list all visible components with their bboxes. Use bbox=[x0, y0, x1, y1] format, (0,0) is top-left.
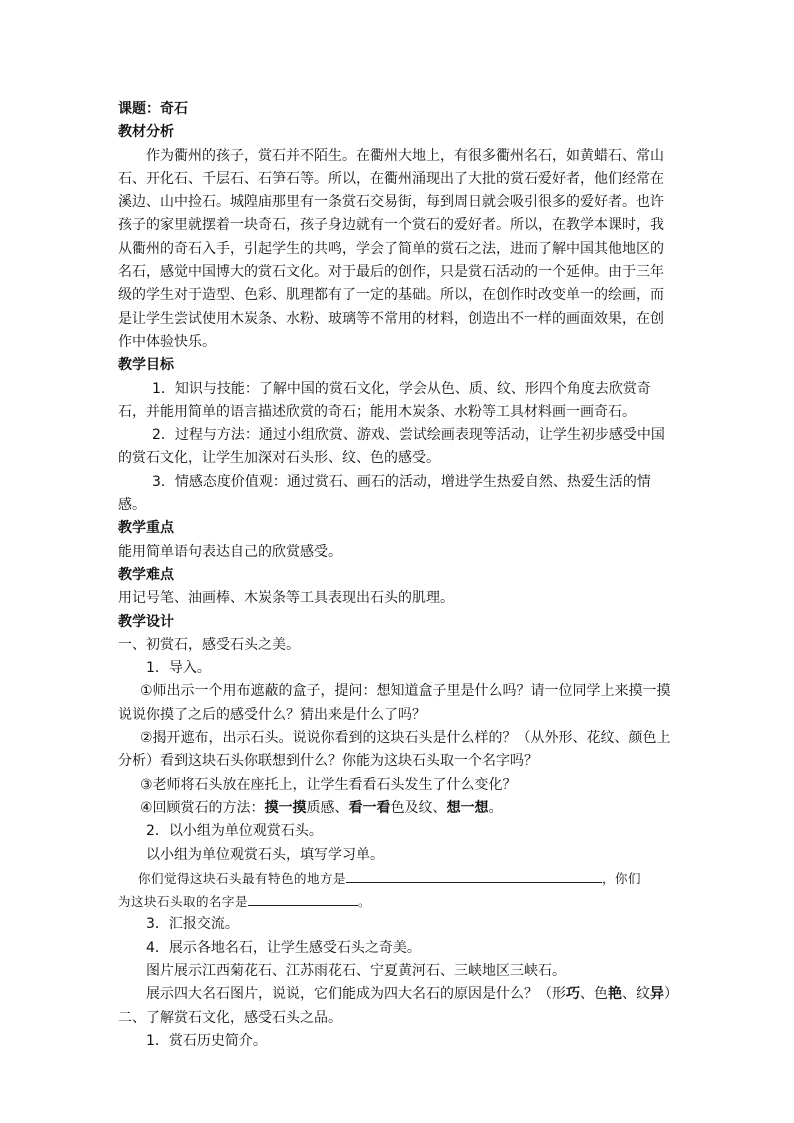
trait-sep-2: 、纹 bbox=[622, 986, 650, 1003]
analysis-line: 石、开化石、千层石、石笋石等。所以，在衢州涌现出了大批的赏石爱好者，他们经常在 bbox=[118, 170, 664, 187]
question-one-line: ①师出示一个用布遮蔽的盒子，提问：想知道盒子里是什么吗？请一位同学上来摸一摸 bbox=[140, 683, 671, 700]
difficulty-heading: 教学难点 bbox=[118, 566, 174, 583]
question-one-line: 说说你摸了之后的感受什么？猜出来是什么了吗？ bbox=[118, 706, 426, 723]
trait-end: ） bbox=[664, 986, 678, 1003]
method-look: 看一看 bbox=[348, 799, 391, 816]
analysis-line: 溪边、山中捡石。城隍庙那里有一条赏石交易街，每到周日就会吸引很多的爱好者。也许 bbox=[118, 194, 664, 211]
worksheet-line-a bbox=[118, 867, 678, 890]
goal-line: 的赏石文化，让学生加深对石头形、纹、色的感受。 bbox=[118, 450, 440, 467]
design-heading: 教学设计 bbox=[118, 613, 174, 630]
goal-line: 2．过程与方法：通过小组欣赏、游戏、尝试绘画表现等活动，让学生初步感受中国 bbox=[152, 427, 665, 444]
worksheet-prompt-b-end: 。 bbox=[358, 894, 372, 910]
analysis-line: 名石，感觉中国博大的赏石文化。对于最后的创作，只是赏石活动的一个延伸。由于三年 bbox=[118, 264, 664, 281]
step-one: 1．导入。 bbox=[146, 660, 211, 677]
worksheet-blank-feature[interactable] bbox=[346, 870, 602, 883]
method-touch: 摸一摸 bbox=[264, 799, 307, 816]
goal-line: 1．知识与技能：了解中国的赏石文化，学会从色、质、纹、形四个角度去欣赏奇 bbox=[152, 380, 651, 397]
document-page bbox=[118, 98, 678, 1053]
trait-sep-1: 、色 bbox=[580, 986, 608, 1003]
step-four-note: 图片展示江西菊花石、江苏雨花石、宁夏黄河石、三峡地区三峡石。 bbox=[146, 962, 566, 979]
worksheet-prompt-a-end: ，你们 bbox=[602, 870, 642, 886]
question-four bbox=[118, 797, 678, 820]
analysis-line: 孩子的家里就摆着一块奇石，孩子身边就有一个赏石的爱好者。所以，在教学本课时，我 bbox=[118, 217, 664, 234]
question-two-line: 分析）看到这块石头你联想到什么？你能为这块石头取一个名字吗？ bbox=[118, 753, 538, 770]
goal-line: 感。 bbox=[118, 497, 146, 514]
trait-pattern: 异 bbox=[650, 986, 664, 1003]
goal-line: 3．情感态度价值观：通过赏石、画石的活动，增进学生热爱自然、热爱生活的情 bbox=[152, 473, 651, 490]
difficulty-text: 用记号笔、油画棒、木炭条等工具表现出石头的肌理。 bbox=[118, 590, 454, 607]
method-think: 想一想 bbox=[446, 799, 489, 816]
method-look-desc: 色及纹、 bbox=[390, 799, 447, 816]
trait-color: 艳 bbox=[608, 986, 622, 1003]
question-two-line: ②揭开遮布，出示石头。说说你看到的这块石头是什么样的？（从外形、花纹、颜色上 bbox=[140, 730, 671, 747]
analysis-heading: 教材分析 bbox=[118, 124, 174, 141]
worksheet-prompt-b: 为这块石头取的名字是 bbox=[118, 894, 249, 910]
key-points-heading: 教学重点 bbox=[118, 520, 174, 537]
trait-shape: 巧 bbox=[566, 986, 580, 1003]
method-touch-desc: 质感、 bbox=[306, 799, 349, 816]
analysis-line: 级的学生对于造型、色彩、肌理都有了一定的基础。所以，在创作时改变单一的绘画，而 bbox=[118, 287, 664, 304]
question-four-prefix: ④回顾赏石的方法： bbox=[140, 799, 265, 816]
step-two-note: 以小组为单位观赏石头，填写学习单。 bbox=[146, 846, 384, 863]
analysis-line: 是让学生尝试使用木炭条、水粉、玻璃等不常用的材料，创造出不一样的画面效果，在创 bbox=[118, 310, 664, 327]
worksheet-blank-name[interactable] bbox=[248, 893, 358, 906]
step-four-question bbox=[118, 983, 678, 1006]
question-three: ③老师将石头放在座托上，让学生看看石头发生了什么变化？ bbox=[140, 776, 517, 793]
part-two-step-one: 1．赏石历史简介。 bbox=[146, 1032, 267, 1049]
analysis-line: 作为衢州的孩子，赏石并不陌生。在衢州大地上，有很多衢州名石，如黄蜡石、常山 bbox=[146, 147, 664, 164]
step-four-question-text: 展示四大名石图片，说说，它们能成为四大名石的原因是什么？（形 bbox=[146, 986, 566, 1003]
step-three: 3．汇报交流。 bbox=[146, 916, 239, 933]
step-four: 4．展示各地名石，让学生感受石头之奇美。 bbox=[146, 939, 421, 956]
goals-heading: 教学目标 bbox=[118, 357, 174, 374]
goal-line: 石，并能用简单的语言描述欣赏的奇石；能用木炭条、水粉等工具材料画一画奇石。 bbox=[118, 403, 636, 420]
worksheet-prompt-a: 你们觉得这块石头最有特色的地方是 bbox=[138, 870, 347, 886]
worksheet-line-b bbox=[118, 890, 678, 913]
analysis-line: 从衢州的奇石入手，引起学生的共鸣，学会了简单的赏石之法，进而了解中国其他地区的 bbox=[118, 240, 664, 257]
lesson-title: 课题：奇石 bbox=[118, 101, 188, 117]
part-two-title: 二、了解赏石文化，感受石头之品。 bbox=[118, 1009, 342, 1026]
step-two: 2．以小组为单位观赏石头。 bbox=[146, 823, 323, 840]
question-four-end: 。 bbox=[488, 799, 503, 816]
key-points-text: 能用简单语句表达自己的欣赏感受。 bbox=[118, 543, 342, 560]
part-one-title: 一、初赏石，感受石头之美。 bbox=[118, 636, 300, 653]
analysis-line: 作中体验快乐。 bbox=[118, 333, 216, 350]
